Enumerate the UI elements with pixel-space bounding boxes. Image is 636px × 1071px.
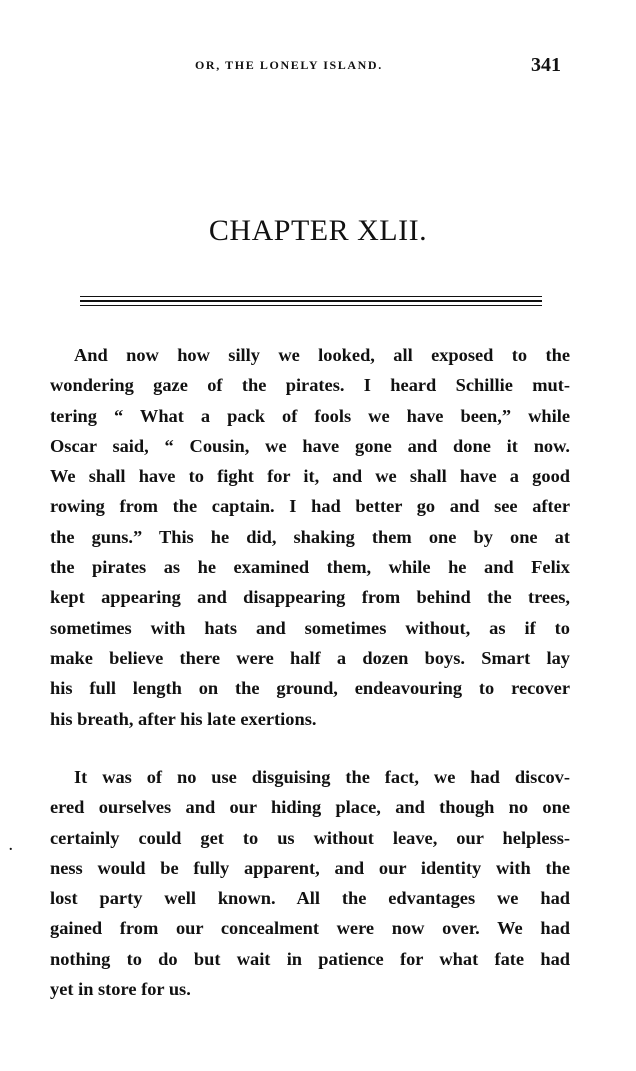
text-line: ness would be fully apparent, and our identity with the [50, 857, 570, 878]
margin-mark: . [9, 839, 13, 854]
text-line: And now how silly we looked, all exposed to the [74, 345, 570, 365]
chapter-rule-bottom [80, 305, 542, 306]
text-line: lost party well known. All the edvantages we had [50, 888, 570, 909]
text-line: certainly could get to us without leave, our helpless- [50, 827, 570, 848]
text-line: his full length on the ground, endeavouring to recover [50, 678, 570, 699]
text-line: gained from our concealment were now over. We had [50, 918, 570, 939]
running-head-title: OR, THE LONELY ISLAND. [195, 58, 383, 72]
text-line: yet in store for us. [50, 979, 191, 1000]
text-line: nothing to do but wait in patience for what fate had [50, 948, 570, 969]
chapter-heading: CHAPTER XLII. [208, 214, 428, 247]
text-line: Oscar said, “ Cousin, we have gone and done it now. [50, 435, 570, 456]
text-line: We shall have to fight for it, and we shall have a good [50, 466, 570, 487]
text-line: his breath, after his late exertions. [50, 708, 317, 729]
text-line: make believe there were half a dozen boys. Smart lay [50, 647, 570, 668]
text-line: sometimes with hats and sometimes without, as if to [50, 617, 570, 638]
text-line: the guns.” This he did, shaking them one by one at [50, 526, 570, 547]
paragraph-1 [50, 340, 570, 734]
text-line: rowing from the captain. I had better go and see after [50, 496, 570, 517]
text-line: wondering gaze of the pirates. I heard Schillie mut- [50, 375, 570, 396]
text-line: the pirates as he examined them, while he and Felix [50, 557, 570, 578]
paragraph-2 [50, 762, 570, 1004]
text-line: kept appearing and disappearing from behind the trees, [50, 587, 570, 608]
chapter-rule-top [80, 296, 542, 297]
text-line: It was of no use disguising the fact, we had discov- [74, 767, 570, 787]
chapter-rule-middle [80, 300, 542, 302]
text-line: ered ourselves and our hiding place, and though no one [50, 797, 570, 818]
page-number: 341 [531, 54, 561, 76]
text-line: tering “ What a pack of fools we have been,” while [50, 405, 570, 426]
running-head [0, 54, 636, 80]
